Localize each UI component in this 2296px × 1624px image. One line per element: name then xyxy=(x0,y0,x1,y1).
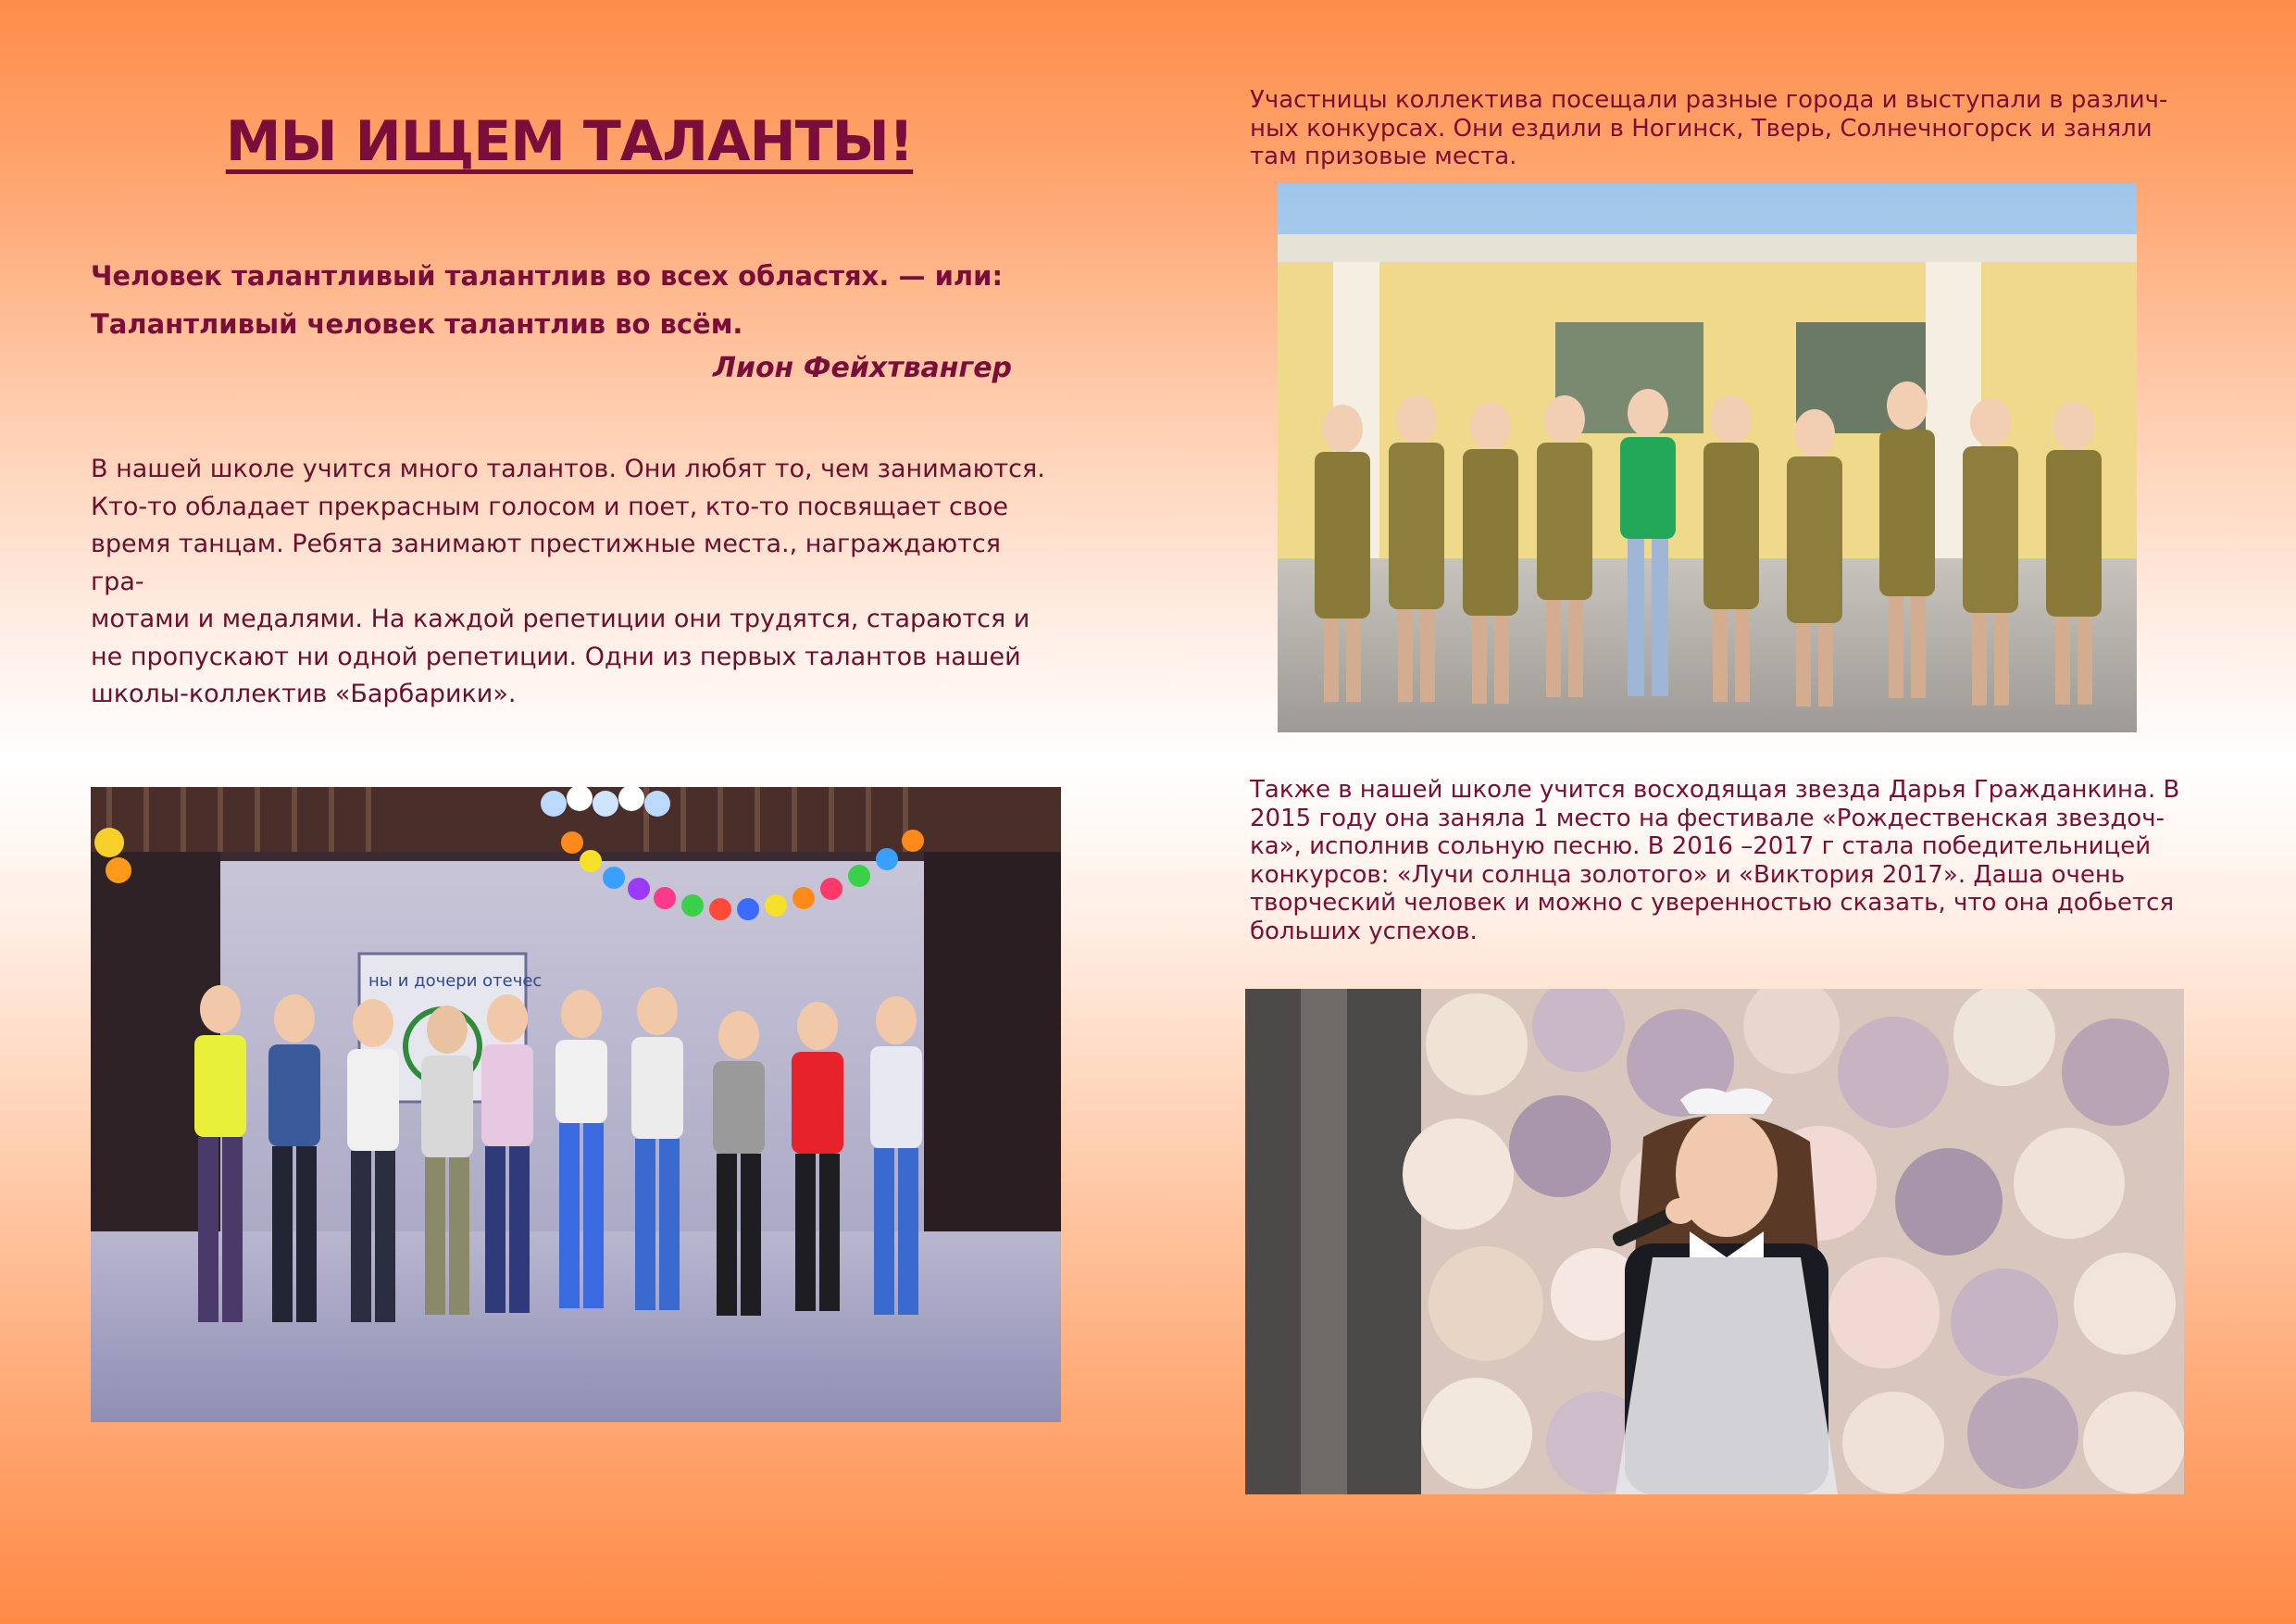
quote-author: Лион Фейхтвангер xyxy=(713,352,1013,384)
intro-line: время танцам. Ребята занимают престижные места., награждаются гра- xyxy=(91,530,1001,596)
star-paragraph xyxy=(1250,776,2194,945)
uniform-group-photo xyxy=(1278,183,2137,732)
singer-photo xyxy=(1245,989,2184,1494)
star-line: 2015 году она заняла 1 место на фестивале «Рождественская звездоч- xyxy=(1250,804,2165,832)
star-line: творческий человек и можно с уверенностью сказать, что она добьется xyxy=(1250,889,2175,917)
travel-line: Участницы коллектива посещали разные города и выступали в различ- xyxy=(1250,86,2168,114)
intro-line: мотами и медалями. На каждой репетиции они трудятся, стараются и xyxy=(91,605,1030,633)
quote-line-1: Человек талантливый талантлив во всех областях. — или: xyxy=(91,260,1004,292)
travel-paragraph xyxy=(1250,86,2203,171)
singer-figure xyxy=(1611,1089,1838,1495)
intro-line: не пропускают ни одной репетиции. Одни из первых талантов нашей xyxy=(91,642,1021,671)
group-stage-photo xyxy=(91,787,1061,1422)
intro-line: Кто-то обладает прекрасным голосом и поет, кто-то посвящает свое xyxy=(91,492,1008,521)
travel-line: там призовые места. xyxy=(1250,143,1517,170)
star-line: Также в нашей школе учится восходящая звезда Дарья Гражданкина. В xyxy=(1250,776,2180,804)
intro-paragraph xyxy=(91,451,1054,714)
epigraph-quote xyxy=(91,252,1044,348)
page-title: МЫ ИЩЕМ ТАЛАНТЫ! xyxy=(225,109,914,174)
star-line: конкурсов: «Лучи солнца золотого» и «Виктория 2017». Даша очень xyxy=(1250,860,2126,889)
stage-banner-text: ны и дочери отечес xyxy=(368,971,543,991)
star-line: больших успехов. xyxy=(1250,917,1478,945)
travel-line: ных конкурсах. Они ездили в Ногинск, Тверь, Солнечногорск и заняли xyxy=(1250,114,2152,143)
star-line: ка», исполнив сольную песню. В 2016 –2017 г стала победительницей xyxy=(1250,832,2152,860)
intro-line: школы-коллектив «Барбарики». xyxy=(91,680,517,708)
intro-line: В нашей школе учится много талантов. Они любят то, чем занимаются. xyxy=(91,455,1045,483)
quote-line-2: Талантливый человек талантлив во всём. xyxy=(91,308,743,340)
